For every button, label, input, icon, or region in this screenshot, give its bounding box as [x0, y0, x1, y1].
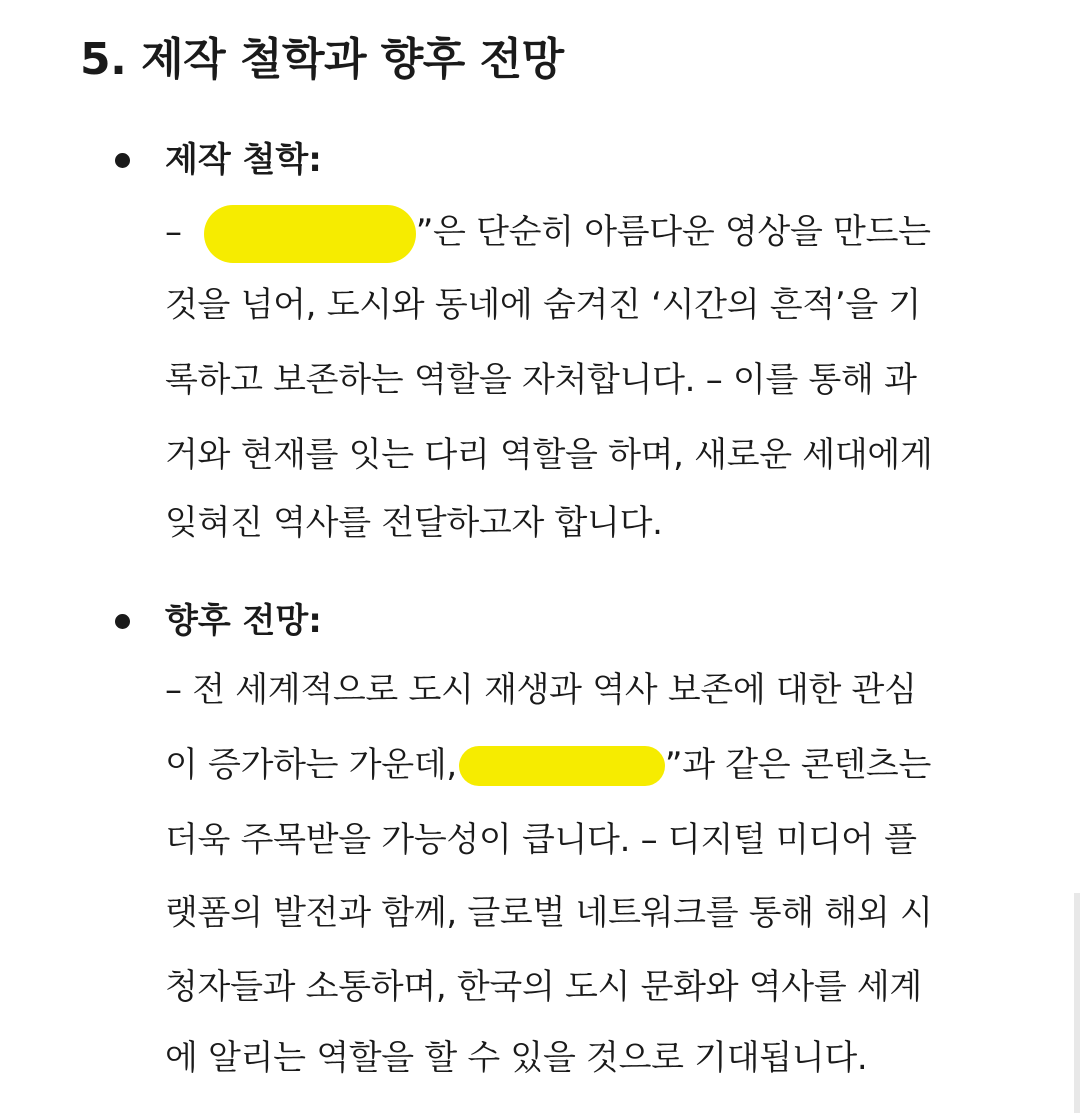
outlook-line: 에 알리는 역할을 할 수 있을 것으로 기대됩니다.: [165, 1038, 868, 1078]
outlook-line: 랫폼의 발전과 함께, 글로벌 네트워크를 통해 해외 시: [165, 893, 933, 933]
philosophy-line: 록하고 보존하는 역할을 자처합니다. – 이를 통해 과: [165, 360, 917, 400]
scrollbar[interactable]: [1074, 893, 1080, 1113]
outlook-line: – 전 세계적으로 도시 재생과 역사 보존에 대한 관심: [165, 670, 917, 710]
bullet-icon: [115, 614, 130, 629]
outlook-line-text: ”과 같은 콘텐츠는: [664, 745, 932, 785]
philosophy-line: 것을 넘어, 도시와 동네에 숨겨진 ‘시간의 흔적’을 기: [165, 285, 921, 325]
philosophy-line: 거와 현재를 잇는 다리 역할을 하며, 새로운 세대에게: [165, 435, 933, 475]
redaction-highlight: [459, 746, 665, 786]
outlook-line-text: 이 증가하는 가운데,: [165, 745, 457, 785]
redaction-highlight: [204, 205, 416, 263]
section-heading: 5. 제작 철학과 향후 전망: [80, 34, 564, 85]
outlook-line: 더욱 주목받을 가능성이 큽니다. – 디지털 미디어 플: [165, 820, 917, 860]
outlook-line: 청자들과 소통하며, 한국의 도시 문화와 역사를 세계: [165, 967, 922, 1007]
philosophy-label: 제작 철학:: [165, 140, 322, 180]
dash-prefix: –: [165, 212, 182, 252]
philosophy-line: [165, 205, 931, 263]
outlook-label: 향후 전망:: [165, 601, 322, 641]
outlook-line: [165, 740, 931, 790]
bullet-icon: [115, 153, 130, 168]
philosophy-line: 잊혀진 역사를 전달하고자 합니다.: [165, 503, 663, 543]
philosophy-line-text: ”은 단순히 아름다운 영상을 만드는: [415, 212, 931, 252]
